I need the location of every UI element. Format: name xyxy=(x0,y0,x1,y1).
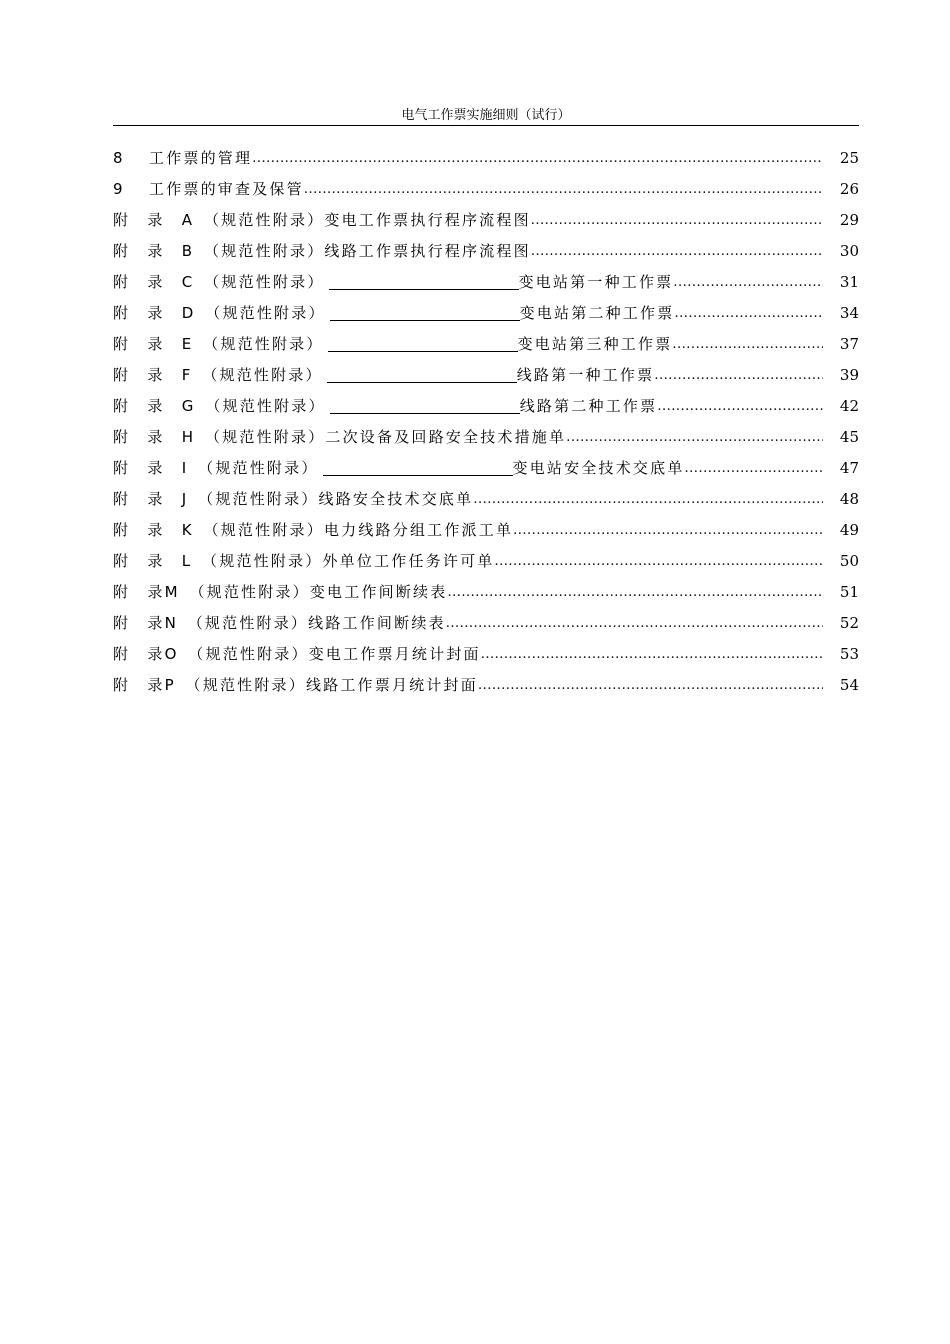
toc-appendix-title: 变电工作间断续表 xyxy=(309,583,448,601)
toc-entry[interactable] xyxy=(113,515,859,546)
toc-entry-title xyxy=(113,236,531,267)
toc-appendix-title: 线路第二种工作票 xyxy=(519,397,658,415)
toc-leader-dots xyxy=(654,360,823,391)
toc-leader-dots xyxy=(447,577,823,608)
toc-appendix-title: 线路安全技术交底单 xyxy=(318,490,474,508)
toc-leader-dots xyxy=(446,608,823,639)
toc-page-number: 51 xyxy=(839,583,859,601)
toc-section-number: 9 xyxy=(113,180,125,198)
toc-entry-title xyxy=(113,515,513,546)
toc-entry-title: 工作票的管理 xyxy=(149,149,253,167)
toc-entry-title xyxy=(113,453,685,484)
toc-entry-title xyxy=(113,391,657,422)
toc-appendix-prefix: 附 录 E （规范性附录） xyxy=(113,335,324,353)
toc-entry[interactable] xyxy=(113,484,859,515)
toc-appendix-title: 二次设备及回路安全技术措施单 xyxy=(325,428,567,446)
toc-leader-dots xyxy=(566,422,823,453)
toc-appendix-prefix: 附 录 F （规范性附录） xyxy=(113,366,323,384)
toc-entry[interactable] xyxy=(113,329,859,360)
toc-entry-title xyxy=(113,608,446,639)
toc-entry-title xyxy=(113,670,478,701)
toc-leader-dots xyxy=(531,205,823,236)
toc-appendix-title: 电力线路分组工作派工单 xyxy=(323,521,514,539)
toc-page-number: 49 xyxy=(839,521,859,539)
toc-entry[interactable] xyxy=(113,236,859,267)
toc-entry-title xyxy=(113,484,473,515)
toc-appendix-prefix: 附 录 I （规范性附录） xyxy=(113,459,319,477)
toc-leader-dots xyxy=(478,670,823,701)
toc-appendix-prefix: 附 录 C （规范性附录） xyxy=(113,273,325,291)
toc-appendix-prefix: 附 录 K （规范性附录） xyxy=(113,521,324,539)
toc-appendix-title: 变电站第二种工作票 xyxy=(519,304,675,322)
toc-leader-dots xyxy=(252,143,823,174)
toc-appendix-prefix: 附 录N （规范性附录） xyxy=(113,614,309,632)
toc-appendix-prefix: 附 录 G （规范性附录） xyxy=(113,397,326,415)
toc-leader-dots xyxy=(481,639,823,670)
toc-appendix-prefix: 附 录 H （规范性附录） xyxy=(113,428,326,446)
toc-entry[interactable] xyxy=(113,205,859,236)
toc-entry-title xyxy=(113,205,531,236)
blank-underline xyxy=(330,304,520,321)
toc-leader-dots xyxy=(673,267,823,298)
toc-entry[interactable] xyxy=(113,608,859,639)
toc-entry-title xyxy=(113,267,673,298)
blank-underline xyxy=(330,397,520,414)
toc-section-number: 8 xyxy=(113,149,125,167)
toc-appendix-title: 变电站安全技术交底单 xyxy=(512,459,685,477)
toc-entry-title xyxy=(113,360,654,391)
toc-page-number: 45 xyxy=(839,428,859,446)
toc-appendix-prefix: 附 录 A （规范性附录） xyxy=(113,211,325,229)
blank-underline xyxy=(327,366,517,383)
toc-page-number: 54 xyxy=(839,676,859,694)
toc-entry-title xyxy=(113,639,481,670)
toc-entry-title: 工作票的审查及保管 xyxy=(149,180,304,198)
toc-appendix-prefix: 附 录 J （规范性附录） xyxy=(113,490,319,508)
blank-underline xyxy=(329,273,519,290)
toc-appendix-prefix: 附 录P （规范性附录） xyxy=(113,676,306,694)
toc-leader-dots xyxy=(473,484,823,515)
toc-page-number: 39 xyxy=(839,366,859,384)
toc-appendix-title: 变电站第一种工作票 xyxy=(518,273,674,291)
toc-appendix-prefix: 附 录O （规范性附录） xyxy=(113,645,309,663)
toc-leader-dots xyxy=(494,546,823,577)
toc-appendix-prefix: 附 录 B （规范性附录） xyxy=(113,242,325,260)
toc-page-number: 47 xyxy=(839,459,859,477)
toc-entry[interactable] xyxy=(113,639,859,670)
toc-page-number: 34 xyxy=(839,304,859,322)
blank-underline xyxy=(323,459,513,476)
toc-appendix-prefix: 附 录 L （规范性附录） xyxy=(113,552,323,570)
toc-entry-title xyxy=(113,577,447,608)
toc-appendix-title: 外单位工作任务许可单 xyxy=(322,552,495,570)
toc-entry-title xyxy=(113,298,674,329)
toc-appendix-title: 线路工作票执行程序流程图 xyxy=(324,242,531,260)
toc-leader-dots xyxy=(531,236,823,267)
toc-entry[interactable] xyxy=(113,143,859,174)
toc-appendix-title: 变电工作票月统计封面 xyxy=(308,645,481,663)
blank-underline xyxy=(328,335,518,352)
toc-appendix-prefix: 附 录M （规范性附录） xyxy=(113,583,310,601)
toc-appendix-title: 线路第一种工作票 xyxy=(516,366,655,384)
toc-entry[interactable] xyxy=(113,298,859,329)
toc-page-number: 30 xyxy=(839,242,859,260)
toc-leader-dots xyxy=(685,453,823,484)
toc-entry[interactable] xyxy=(113,267,859,298)
toc-page-number: 42 xyxy=(839,397,859,415)
toc-leader-dots xyxy=(304,174,823,205)
toc-appendix-prefix: 附 录 D （规范性附录） xyxy=(113,304,326,322)
page-header: 电气工作票实施细则（试行） xyxy=(113,104,859,126)
table-of-contents xyxy=(113,143,859,701)
toc-leader-dots xyxy=(672,329,823,360)
toc-entry-title xyxy=(113,329,672,360)
toc-page-number: 50 xyxy=(839,552,859,570)
toc-leader-dots xyxy=(674,298,823,329)
toc-appendix-title: 线路工作间断续表 xyxy=(308,614,446,632)
toc-page-number: 53 xyxy=(839,645,859,663)
toc-leader-dots xyxy=(513,515,823,546)
toc-page-number: 48 xyxy=(839,490,859,508)
toc-page-number: 29 xyxy=(839,211,859,229)
toc-entry[interactable] xyxy=(113,391,859,422)
toc-page-number: 37 xyxy=(839,335,859,353)
toc-entry[interactable] xyxy=(113,670,859,701)
toc-entry[interactable] xyxy=(113,453,859,484)
toc-page-number: 52 xyxy=(839,614,859,632)
toc-entry-title xyxy=(113,422,566,453)
toc-page-number: 26 xyxy=(839,180,859,198)
toc-appendix-title: 变电站第三种工作票 xyxy=(517,335,673,353)
toc-entry[interactable] xyxy=(113,360,859,391)
toc-entry[interactable] xyxy=(113,577,859,608)
toc-entry-title xyxy=(113,546,494,577)
toc-appendix-title: 线路工作票月统计封面 xyxy=(305,676,478,694)
toc-page-number: 25 xyxy=(839,149,859,167)
toc-leader-dots xyxy=(657,391,823,422)
toc-entry[interactable] xyxy=(113,422,859,453)
toc-page-number: 31 xyxy=(839,273,859,291)
toc-appendix-title: 变电工作票执行程序流程图 xyxy=(324,211,531,229)
toc-entry[interactable] xyxy=(113,174,859,205)
toc-entry[interactable] xyxy=(113,546,859,577)
